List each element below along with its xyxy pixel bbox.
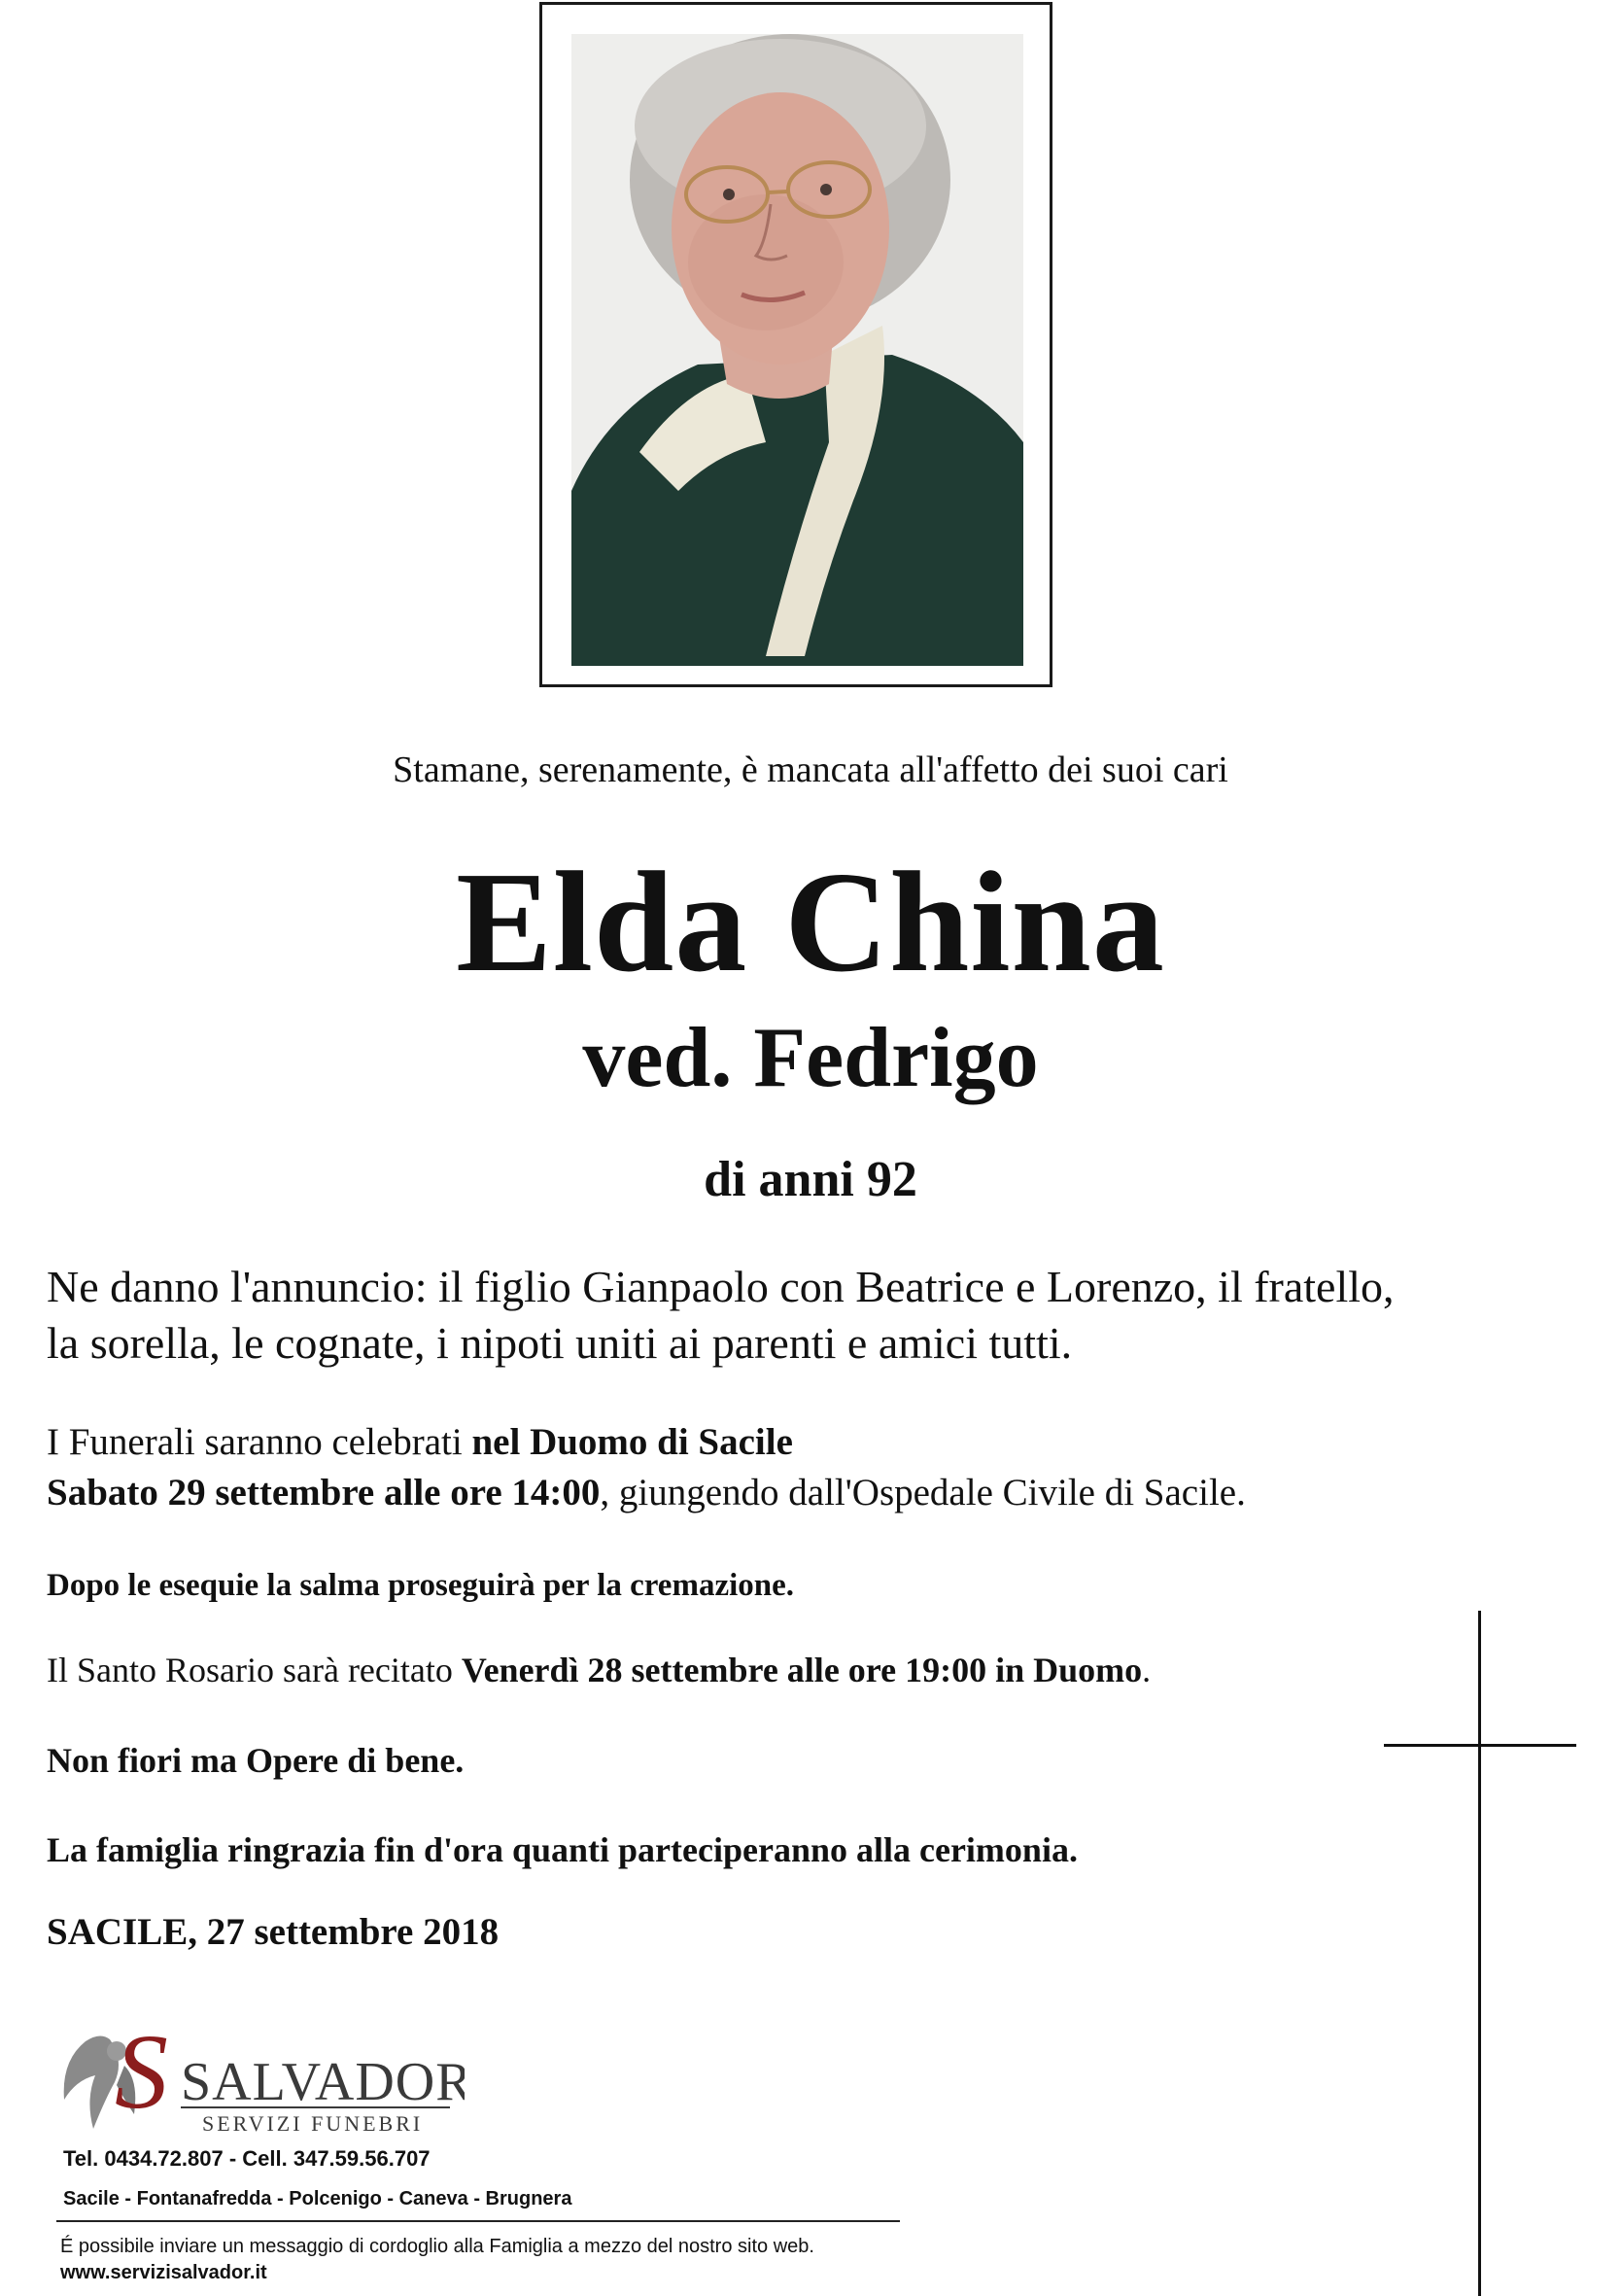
svg-text:SERVIZI FUNEBRI: SERVIZI FUNEBRI xyxy=(202,2111,424,2136)
place-date: SACILE, 27 settembre 2018 xyxy=(47,1911,500,1953)
service-towns: Sacile - Fontanafredda - Polcenigo - Caneva - Brugnera xyxy=(63,2188,572,2209)
funeral-intro: I Funerali saranno celebrati xyxy=(47,1421,472,1463)
condolence-message: É possibile inviare un messaggio di cordoglio alla Famiglia a mezzo del nostro sito web. xyxy=(60,2236,814,2257)
age-text: di anni 92 xyxy=(704,1152,917,1207)
deceased-name: Elda China xyxy=(456,843,1165,1002)
portrait-photo xyxy=(571,34,1023,666)
divider xyxy=(56,2220,900,2222)
contact-phones: Tel. 0434.72.807 - Cell. 347.59.56.707 xyxy=(63,2146,431,2171)
cross-vertical-bar xyxy=(1478,1611,1481,2296)
thanks-note: La famiglia ringrazia fin d'ora quanti parteciperanno alla cerimonia. xyxy=(47,1830,1078,1869)
cremation-note: Dopo le esequie la salma proseguirà per la cremazione. xyxy=(47,1568,795,1603)
rosary-end: . xyxy=(1142,1651,1152,1689)
flowers-note: Non fiori ma Opere di bene. xyxy=(47,1741,465,1780)
rosary-note xyxy=(47,1648,1151,1692)
intro-text: Stamane, serenamente, è mancata all'affetto dei suoi cari xyxy=(393,749,1228,790)
married-name: ved. Fedrigo xyxy=(582,1011,1039,1105)
cross-horizontal-bar xyxy=(1384,1744,1576,1747)
rosary-intro: Il Santo Rosario sarà recitato xyxy=(47,1651,462,1689)
salvador-logo xyxy=(56,2022,465,2143)
funeral-line-1 xyxy=(47,1417,1246,1468)
svg-text:S: S xyxy=(115,2022,168,2131)
funeral-datetime: Sabato 29 settembre alle ore 14:00 xyxy=(47,1472,601,1513)
funeral-line-2 xyxy=(47,1468,1246,1518)
portrait-frame xyxy=(539,2,1052,687)
announcement-paragraph xyxy=(47,1259,1395,1372)
svg-text:SALVADOR: SALVADOR xyxy=(181,2052,465,2112)
funeral-origin: , giungendo dall'Ospedale Civile di Sacile. xyxy=(600,1472,1246,1513)
angel-logo-icon xyxy=(56,2022,465,2143)
funeral-paragraph xyxy=(47,1417,1246,1518)
announcement-line-1: Ne danno l'annuncio: il figlio Gianpaolo con Beatrice e Lorenzo, il fratello, xyxy=(47,1262,1395,1311)
rosary-datetime: Venerdì 28 settembre alle ore 19:00 in Duomo xyxy=(461,1651,1143,1689)
website-link[interactable]: www.servizisalvador.it xyxy=(60,2262,267,2283)
announcement-line-2: la sorella, le cognate, i nipoti uniti ai parenti e amici tutti. xyxy=(47,1318,1073,1368)
funeral-location: nel Duomo di Sacile xyxy=(471,1421,793,1463)
